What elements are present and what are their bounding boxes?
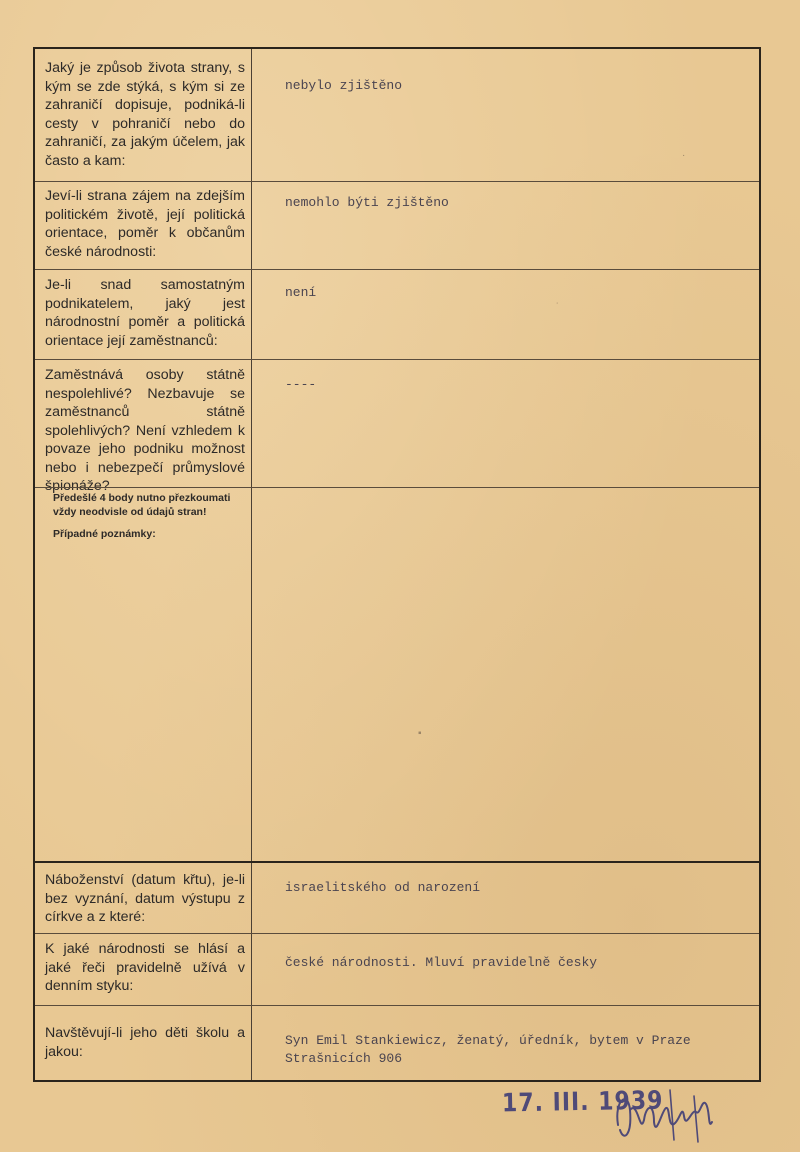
paper-fleck: · [682, 150, 686, 161]
answer-lifestyle: nebylo zjištěno [285, 78, 403, 93]
question-lifestyle: Jaký je způsob života strany, s kým se zde stýká, s kým si ze zahraničí dopisuje, podniká-li cesty v pohraničí nebo do zahraničí, za jakým účelem, jak často a kam: [45, 60, 245, 169]
question-employees: Zaměstnává osoby státně nespolehlivé? Nezbavuje se zaměstnanců státně spolehlivých? Není vzhledem k povaze jeho podniku možnost nebo i nebezpečí průmyslové špionáže? [45, 367, 245, 494]
date-stamp: 17. III. 1939 [501, 1086, 664, 1119]
question-entrepreneur: Je-li snad samostatným podnikatelem, jaký jest národnostní poměr a politická orientace její zaměstnanců: [45, 277, 245, 349]
remarks-label: Případné poznámky: [53, 528, 156, 540]
table-row [35, 49, 759, 181]
answer-entrepreneur: není [285, 285, 317, 300]
questionnaire-table [33, 47, 761, 1082]
table-row [35, 359, 759, 494]
paper-fleck: ˙ [556, 302, 560, 313]
handwritten-signature [610, 1080, 720, 1150]
answer-politics: nemohlo býti zjištěno [285, 195, 449, 210]
paper-fleck: ▪ [418, 728, 422, 739]
question-politics: Jeví-li strana zájem na zdejším politickém životě, její politická orientace, poměr k občanům české národnosti: [45, 188, 245, 260]
table-row [35, 269, 759, 359]
table-row [35, 933, 759, 1005]
question-children: Navštěvují-li jeho děti školu a jakou: [45, 1025, 245, 1060]
table-row [35, 861, 759, 933]
remarks-section [35, 487, 759, 861]
table-row [35, 1005, 759, 1082]
answer-religion: israelitského od narození [285, 880, 481, 895]
instruction-note: Předešlé 4 body nutno přezkoumati vždy neodvisle od údajů stran! [53, 492, 231, 518]
answer-children: Syn Emil Stankiewicz, ženatý, úředník, bytem v Praze Strašnicích 906 [285, 1033, 699, 1066]
question-nationality: K jaké národnosti se hlásí a jaké řeči pravidelně užívá v denním styku: [45, 941, 245, 994]
table-row [35, 181, 759, 269]
question-religion: Náboženství (datum křtu), je-li bez vyznání, datum výstupu z církve a z které: [45, 872, 245, 925]
answer-employees: ---- [285, 377, 317, 392]
answer-nationality: české národnosti. Mluví pravidelně česky [285, 955, 598, 970]
